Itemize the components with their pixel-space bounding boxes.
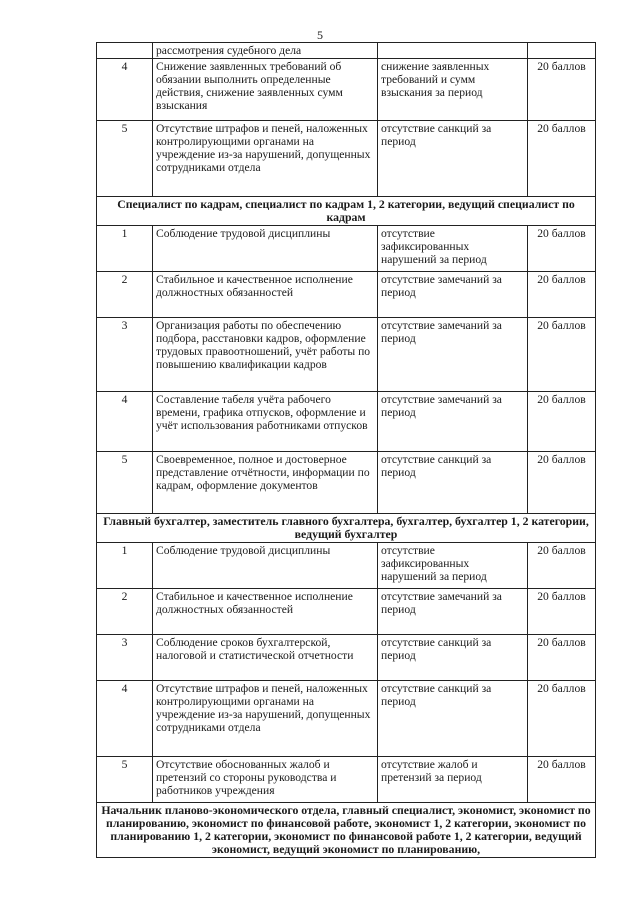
criterion-cell: Соблюдение трудовой дисциплины	[153, 226, 378, 272]
section-header-row	[97, 197, 596, 226]
table-row	[97, 681, 596, 757]
criterion-cell: Стабильное и качественное исполнение должностных обязанностей	[153, 272, 378, 318]
indicator-cell: отсутствие санкций за период	[378, 452, 528, 514]
table-row	[97, 543, 596, 589]
row-number: 1	[97, 543, 153, 589]
criterion-cell: Отсутствие штрафов и пеней, наложенных контролирующими органами на учреждение из-за нарушений, допущенных сотрудниками отдела	[153, 121, 378, 197]
section-header-row	[97, 514, 596, 543]
points-cell	[528, 43, 596, 59]
table-row	[97, 589, 596, 635]
indicator-cell: отсутствие санкций за период	[378, 121, 528, 197]
indicator-cell: отсутствие санкций за период	[378, 635, 528, 681]
table-row	[97, 452, 596, 514]
table-row	[97, 318, 596, 392]
points-cell: 20 баллов	[528, 392, 596, 452]
row-number: 2	[97, 272, 153, 318]
row-number: 3	[97, 635, 153, 681]
row-number: 4	[97, 59, 153, 121]
indicator-cell: снижение заявленных требований и сумм взыскания за период	[378, 59, 528, 121]
points-cell: 20 баллов	[528, 635, 596, 681]
row-number: 5	[97, 757, 153, 803]
table-row	[97, 757, 596, 803]
row-number: 3	[97, 318, 153, 392]
points-cell: 20 баллов	[528, 589, 596, 635]
row-number: 1	[97, 226, 153, 272]
indicator-cell: отсутствие зафиксированных нарушений за период	[378, 543, 528, 589]
row-number: 5	[97, 121, 153, 197]
criterion-cell: Своевременное, полное и достоверное представление отчётности, информации по кадрам, оформление документов	[153, 452, 378, 514]
points-cell: 20 баллов	[528, 452, 596, 514]
criterion-cell: Соблюдение трудовой дисциплины	[153, 543, 378, 589]
table-row	[97, 392, 596, 452]
indicator-cell: отсутствие жалоб и претензий за период	[378, 757, 528, 803]
points-cell: 20 баллов	[528, 59, 596, 121]
section-title-accounting: Главный бухгалтер, заместитель главного бухгалтера, бухгалтер, бухгалтер 1, 2 категории, ведущий бухгалтер	[97, 514, 596, 543]
indicator-cell: отсутствие замечаний за период	[378, 589, 528, 635]
criteria-table	[96, 42, 596, 858]
points-cell: 20 баллов	[528, 318, 596, 392]
indicator-cell	[378, 43, 528, 59]
table-row	[97, 59, 596, 121]
criterion-cell: Стабильное и качественное исполнение должностных обязанностей	[153, 589, 378, 635]
row-number: 2	[97, 589, 153, 635]
table-row	[97, 121, 596, 197]
criterion-cell: Отсутствие штрафов и пеней, наложенных контролирующими органами на учреждение из-за нарушений, допущенных сотрудниками отдела	[153, 681, 378, 757]
section-title-economics: Начальник планово-экономического отдела, главный специалист, экономист, экономист по планированию, экономист по финансовой работе, экономист 1, 2 категории, экономист по планированию 1, 2 категории, экономист по финансовой работе 1, 2 категории, ведущий экономист, ведущий экономист по планированию,	[97, 803, 596, 858]
points-cell: 20 баллов	[528, 226, 596, 272]
criterion-cell: рассмотрения судебного дела	[153, 43, 378, 59]
section-header-row	[97, 803, 596, 858]
indicator-cell: отсутствие замечаний за период	[378, 318, 528, 392]
table-row	[97, 226, 596, 272]
table-row	[97, 43, 596, 59]
criterion-cell: Соблюдение сроков бухгалтерской, налоговой и статистической отчетности	[153, 635, 378, 681]
page-number: 5	[317, 28, 323, 42]
row-number	[97, 43, 153, 59]
points-cell: 20 баллов	[528, 121, 596, 197]
points-cell: 20 баллов	[528, 757, 596, 803]
criterion-cell: Составление табеля учёта рабочего времени, графика отпусков, оформление и учёт использования работниками отпусков	[153, 392, 378, 452]
indicator-cell: отсутствие зафиксированных нарушений за период	[378, 226, 528, 272]
indicator-cell: отсутствие санкций за период	[378, 681, 528, 757]
indicator-cell: отсутствие замечаний за период	[378, 392, 528, 452]
row-number: 5	[97, 452, 153, 514]
section-title-hr: Специалист по кадрам, специалист по кадрам 1, 2 категории, ведущий специалист по кадрам	[97, 197, 596, 226]
points-cell: 20 баллов	[528, 543, 596, 589]
criterion-cell: Организация работы по обеспечению подбора, расстановки кадров, оформление трудовых правоотношений, учёт работы по повышению квалификации кадров	[153, 318, 378, 392]
indicator-cell: отсутствие замечаний за период	[378, 272, 528, 318]
table-row	[97, 635, 596, 681]
points-cell: 20 баллов	[528, 272, 596, 318]
row-number: 4	[97, 392, 153, 452]
row-number: 4	[97, 681, 153, 757]
points-cell: 20 баллов	[528, 681, 596, 757]
table-row	[97, 272, 596, 318]
criterion-cell: Отсутствие обоснованных жалоб и претензий со стороны руководства и работников учреждения	[153, 757, 378, 803]
criterion-cell: Снижение заявленных требований об обязании выполнить определенные действия, снижение заявленных сумм взыскания	[153, 59, 378, 121]
